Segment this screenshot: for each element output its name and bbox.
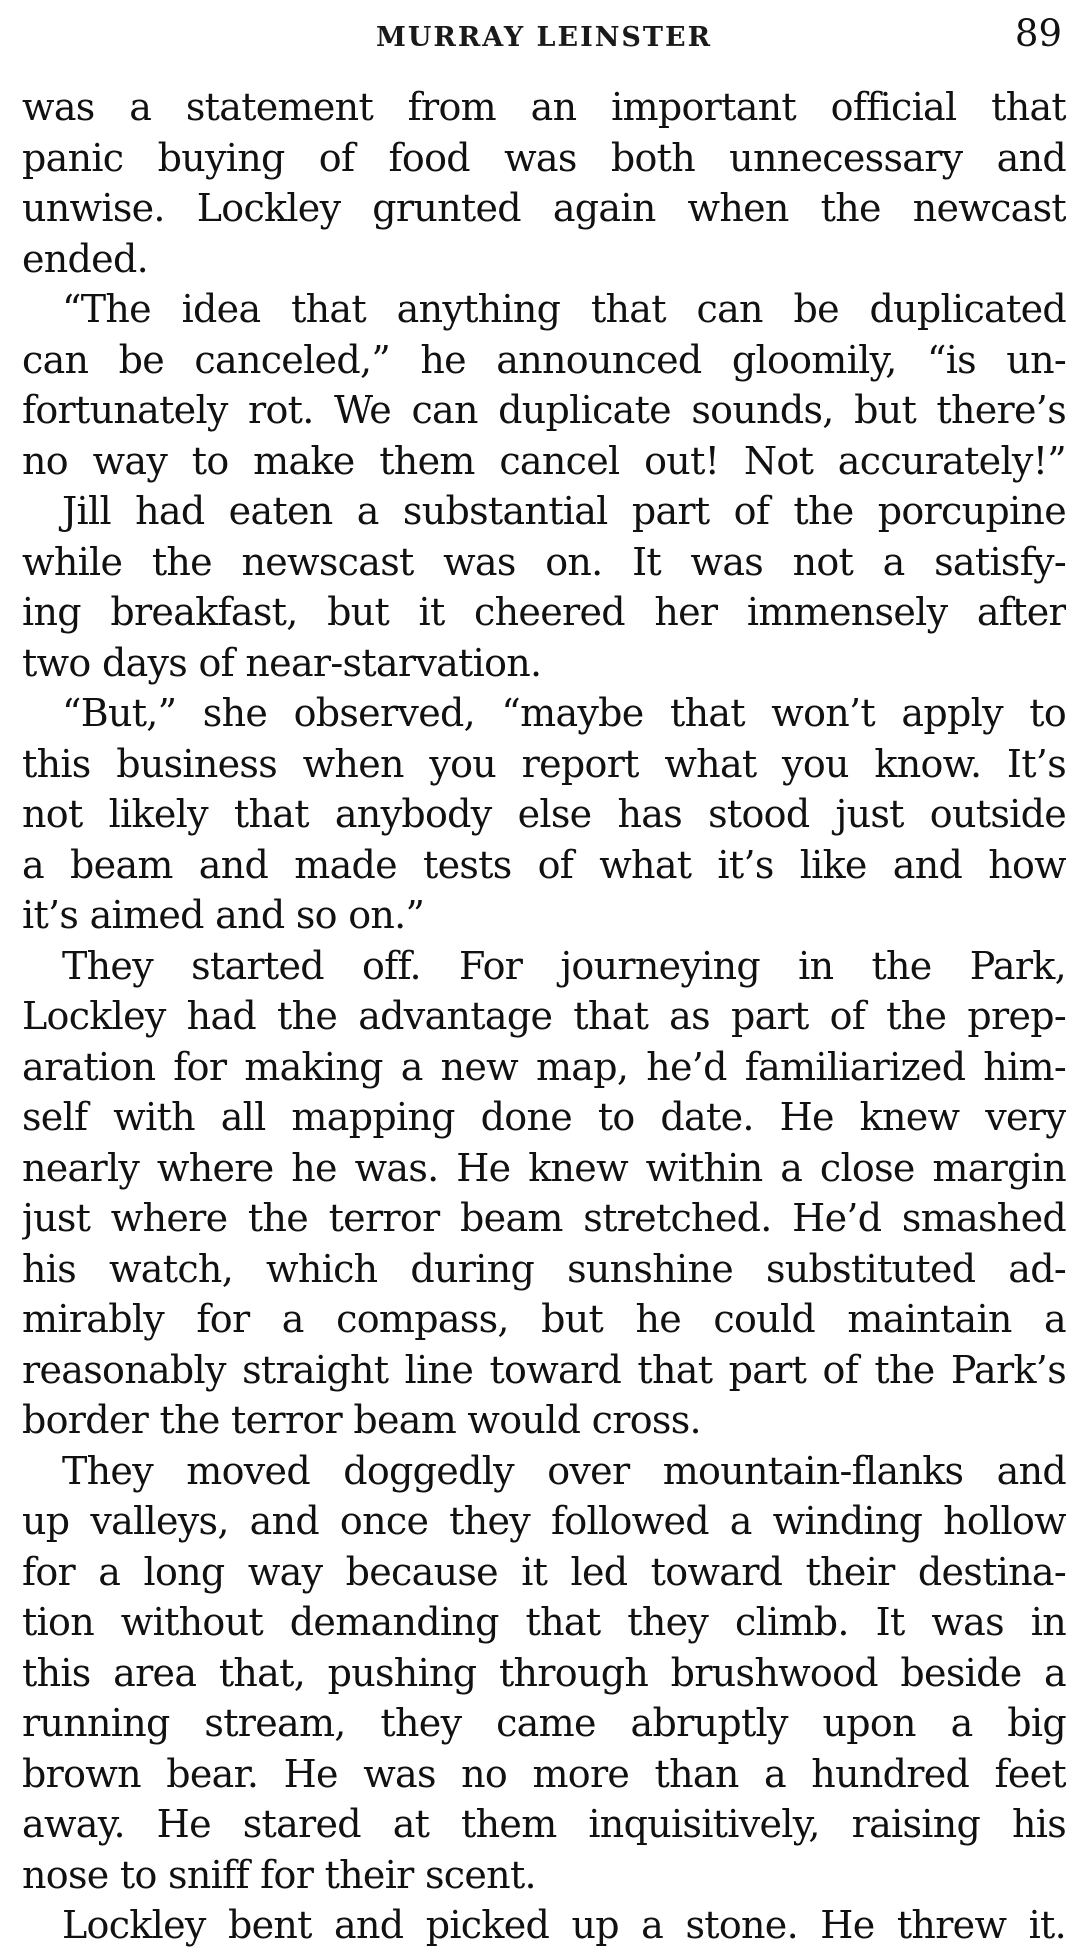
- text-line: Jill had eaten a substantial part of the porcupine: [62, 489, 1066, 533]
- text-line: this business when you report what you know. It’s: [22, 741, 1066, 786]
- text-line: it’s aimed and so on.”: [22, 893, 425, 937]
- text-line: not likely that anybody else has stood just outside: [22, 792, 1066, 836]
- text-line: up valleys, and once they followed a winding hollow: [22, 1499, 1066, 1543]
- text-line: mirably for a compass, but he could maintain a: [22, 1297, 1066, 1341]
- text-line: “But,” she observed, “maybe that won’t apply to: [62, 691, 1066, 735]
- page-number: 89: [1014, 12, 1062, 55]
- text-line: no way to make them cancel out! Not accurately!”: [22, 438, 1066, 483]
- text-line: a beam and made tests of what it’s like and how: [22, 842, 1066, 887]
- text-line: running stream, they came abruptly upon a big: [22, 1701, 1066, 1745]
- text-line: fortunately rot. We can duplicate sounds, but there’s: [22, 388, 1066, 432]
- text-line: self with all mapping done to date. He knew very: [22, 1095, 1066, 1139]
- text-line: They moved doggedly over mountain-flanks and: [62, 1448, 1066, 1493]
- text-line: Lockley had the advantage that as part of the prep-: [22, 994, 1066, 1038]
- book-page: [22, 0, 1066, 1947]
- text-line: ended.: [22, 236, 148, 281]
- text-line: ing breakfast, but it cheered her immensely after: [22, 590, 1066, 634]
- text-line: was a statement from an important official that: [22, 85, 1066, 129]
- text-line: They started off. For journeying in the Park,: [62, 943, 1066, 988]
- body-text: [22, 82, 1066, 1951]
- text-line: just where the terror beam stretched. He’d smashed: [22, 1196, 1066, 1240]
- text-line: “The idea that anything that can be duplicated: [62, 287, 1066, 331]
- text-line: for a long way because it led toward their destina-: [22, 1549, 1066, 1594]
- text-line: can be canceled,” he announced gloomily, “is un-: [22, 337, 1066, 382]
- text-line: reasonably straight line toward that part of the Park’s: [22, 1347, 1066, 1392]
- text-line: nose to sniff for their scent.: [22, 1852, 536, 1897]
- text-line: his watch, which during sunshine substituted ad-: [22, 1246, 1066, 1291]
- page-header: [22, 0, 1066, 82]
- text-line: while the newscast was on. It was not a satisfy-: [22, 539, 1066, 584]
- text-line: aration for making a new map, he’d familiarized him-: [22, 1044, 1066, 1089]
- text-line: tion without demanding that they climb. It was in: [22, 1600, 1066, 1644]
- running-head: MURRAY LEINSTER: [375, 22, 713, 53]
- text-line: away. He stared at them inquisitively, raising his: [22, 1802, 1066, 1846]
- text-line: unwise. Lockley grunted again when the newcast: [22, 186, 1066, 230]
- text-line: nearly where he was. He knew within a close margin: [22, 1145, 1066, 1190]
- text-line: this area that, pushing through brushwood beside a: [22, 1650, 1066, 1695]
- text-line: Lockley bent and picked up a stone. He threw it.: [62, 1903, 1066, 1947]
- text-line: two days of near-starvation.: [22, 640, 542, 685]
- text-line: border the terror beam would cross.: [22, 1398, 701, 1442]
- text-line: panic buying of food was both unnecessary and: [22, 135, 1066, 180]
- text-line: brown bear. He was no more than a hundred feet: [22, 1751, 1066, 1796]
